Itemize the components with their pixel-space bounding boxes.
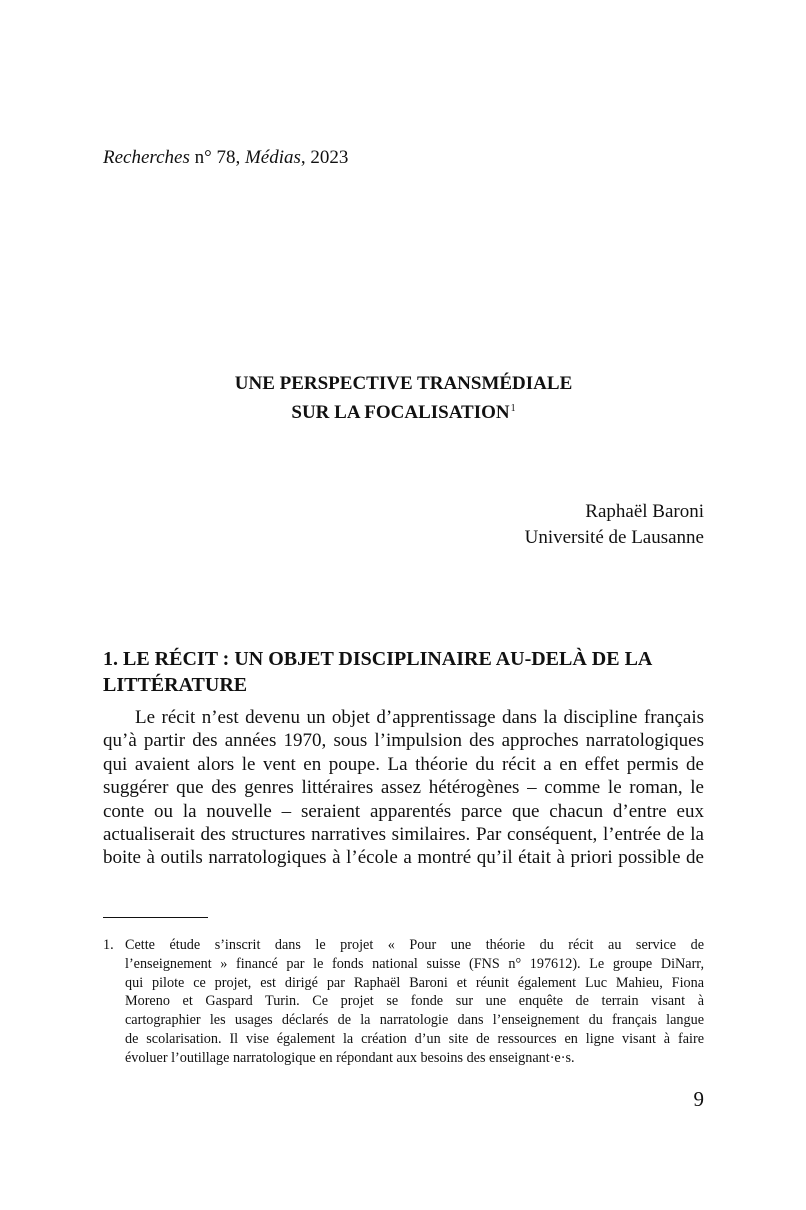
body-line: Le récit n’est devenu un objet d’apprentissage dans la discipline français bbox=[135, 707, 704, 728]
article-title-line-2-wrapper bbox=[103, 396, 704, 425]
footnote-text bbox=[125, 936, 704, 1068]
footnote-line: cartographier les usages déclarés de la narratologie dans l’enseignement du français langue bbox=[125, 1012, 704, 1029]
journal-year: , 2023 bbox=[300, 147, 349, 168]
article-title-line-2: SUR LA FOCALISATION bbox=[291, 402, 510, 423]
article-title-line-1: UNE PERSPECTIVE TRANSMÉDIALE bbox=[234, 373, 573, 394]
body-line: qui avaient alors le vent en poupe. La théorie du récit a en effet permis de bbox=[103, 753, 704, 775]
body-line: qu’à partir des années 1970, sous l’impulsion des approches narratologiques bbox=[103, 730, 704, 752]
footnote-line: évoluer l’outillage narratologique en répondant aux besoins des enseignant·e·s. bbox=[125, 1049, 575, 1066]
page-number: 9 bbox=[693, 1087, 704, 1111]
footnote-line: Cette étude s’inscrit dans le projet « Pour une théorie du récit au service de bbox=[125, 937, 704, 953]
body-line: boite à outils narratologiques à l’école a montré qu’il était à priori possible de bbox=[103, 847, 704, 869]
footnote-line: Moreno et Gaspard Turin. Ce projet se fonde sur une enquête de terrain visant à bbox=[125, 993, 704, 1010]
footnote-line: qui pilote ce projet, est dirigé par Raphaël Baroni et réunit également Luc Mahieu, Fiona bbox=[125, 974, 704, 991]
journal-name: Recherches bbox=[103, 147, 190, 168]
article-title bbox=[103, 371, 704, 425]
author-block bbox=[525, 499, 704, 551]
footnote-line: de scolarisation. Il vise également la création d’un site de ressources en ligne visant à faire bbox=[125, 1030, 704, 1047]
footnote-line: l’enseignement » financé par le fonds national suisse (FNS n° 197612). Le groupe DiNarr, bbox=[125, 955, 704, 972]
journal-issue: n° 78, bbox=[189, 147, 245, 168]
footnote bbox=[103, 936, 704, 1068]
body-paragraph bbox=[103, 706, 704, 870]
body-line: conte ou la nouvelle – seraient apparentés parce que chacun d’entre eux bbox=[103, 800, 704, 822]
journal-theme: Médias bbox=[244, 147, 301, 168]
body-line: suggérer que des genres littéraires assez hétérogènes – comme le roman, le bbox=[103, 777, 704, 799]
footnote-number: 1. bbox=[103, 937, 114, 953]
author-name: Raphaël Baroni bbox=[585, 501, 704, 522]
footnote-separator bbox=[103, 917, 208, 918]
journal-citation bbox=[103, 146, 348, 170]
author-affiliation: Université de Lausanne bbox=[524, 527, 704, 548]
footnote-reference[interactable]: 1 bbox=[510, 403, 516, 414]
section-heading: 1. LE RÉCIT : UN OBJET DISCIPLINAIRE AU-DELÀ DE LA LITTÉRATURE bbox=[103, 648, 652, 696]
body-line: actualiserait des structures narratives similaires. Par conséquent, l’entrée de la bbox=[103, 824, 704, 846]
